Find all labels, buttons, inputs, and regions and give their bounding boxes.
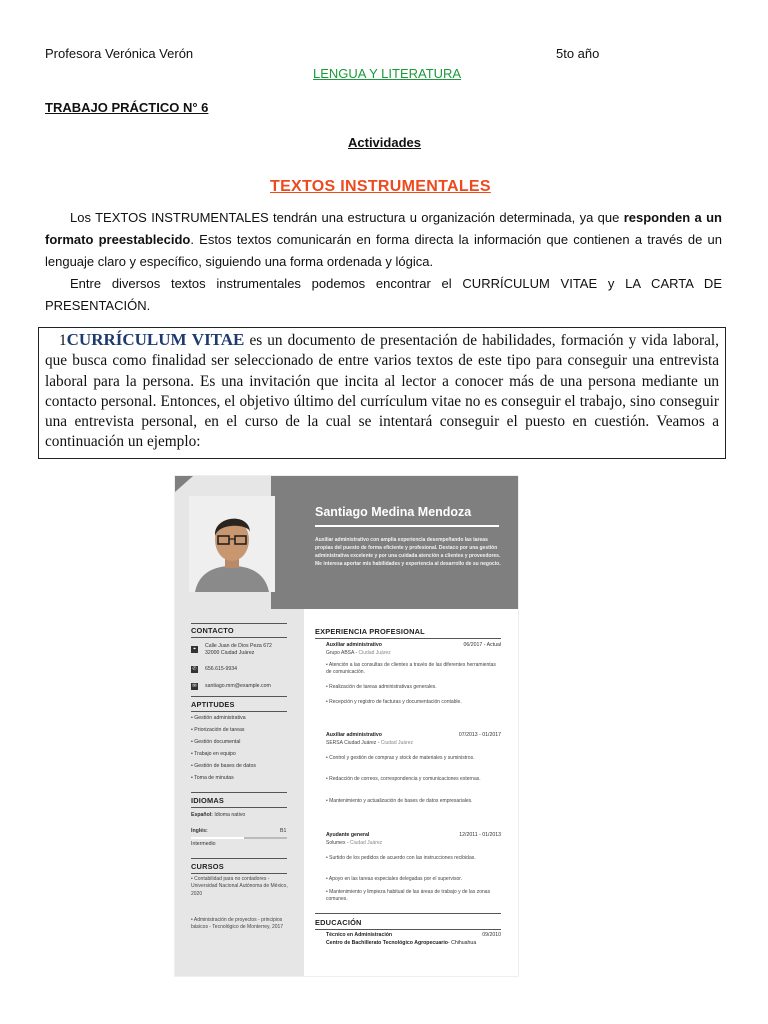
cv-native-language: Español: Idioma nativo xyxy=(191,812,246,818)
cv-job-bullet: • Control y gestión de compras y stock de materiales y suministros. xyxy=(326,755,475,761)
cv-english-level: Intermedio xyxy=(191,841,216,847)
cv-english-level-bar xyxy=(191,837,287,839)
cv-email: santiago.mm@example.com xyxy=(205,683,271,689)
cv-job-bullet: • Atención a las consultas de clientes a través de las diferentes herramientas de comunicación. xyxy=(326,662,496,676)
divider xyxy=(191,623,287,624)
cv-skill-item: • Toma de minutas xyxy=(191,775,234,781)
teacher-name: Profesora Verónica Verón xyxy=(45,46,194,61)
cv-job-bullet: • Apoyo en las tareas especiales delegadas por el supervisor. xyxy=(326,876,463,882)
cv-degree-date: 09/2010 xyxy=(482,932,501,938)
cv-languages-title: IDIOMAS xyxy=(191,796,225,805)
cv-experience-title: EXPERIENCIA PROFESIONAL xyxy=(315,627,425,636)
definition-number: 1 xyxy=(59,332,67,349)
cv-skill-item: • Priorización de tareas xyxy=(191,727,245,733)
divider xyxy=(315,638,501,639)
cv-job-company: SERSA Ciudad Juárez - Ciudad Juárez xyxy=(326,740,414,746)
cv-skills-title: APTITUDES xyxy=(191,700,235,709)
divider xyxy=(191,858,287,859)
cv-job-role: Ayudante general xyxy=(326,832,370,838)
cv-skill-item: • Gestión de bases de datos xyxy=(191,763,256,769)
intro-paragraph-2: Entre diversos textos instrumentales podemos encontrar el CURRÍCULUM VITAE y LA CARTA DE PRESENTACIÓN. xyxy=(45,276,722,313)
cv-contact-title: CONTACTO xyxy=(191,626,234,635)
divider xyxy=(191,792,287,793)
definition-lead: CURRÍCULUM VITAE xyxy=(66,330,245,349)
cv-degree: Técnico en Administración xyxy=(326,932,393,938)
cv-course-item: • Contabilidad para no contadores - Universidad Nacional Autónoma de México, 2020 xyxy=(191,876,288,897)
divider xyxy=(191,696,287,697)
divider xyxy=(315,929,501,930)
definition-text: es un documento de presentación de habilidades, formación y vida laboral, que busca como finalidad ser seleccionado de entre varios textos de este tipo para conseguir una entrevista laboral para la persona. Es una invitación que incita al lector a conocer más de una persona mediante un contacto personal. Entonces, el objetivo último del currículum vitae no es conseguir el trabajo, sino conseguir una entrevista personal, en el curso de la cual se intentará conseguir el puesto en cuestión. Veamos a continuación un ejemplo: xyxy=(45,332,719,451)
cv-summary: Auxiliar administrativo con amplia experiencia desempeñando las tareas propias del puesto de forma eficiente y profesional. Destaco por una gestión administrativa excelente y por una cuidada atención a clientes y proveedores. Me interesa aportar mis habilidades y experiencia al desarrollo de su negocio. xyxy=(315,537,501,567)
cv-address-2: 32000 Ciudad Juárez xyxy=(205,650,255,656)
cv-english-label: Inglés: xyxy=(191,828,208,834)
cv-education-title: EDUCACIÓN xyxy=(315,918,362,927)
divider xyxy=(191,807,287,808)
cv-example xyxy=(175,476,518,976)
divider xyxy=(315,913,501,914)
intro-paragraph-1 xyxy=(45,207,722,273)
location-icon: ⌖ xyxy=(191,646,198,653)
phone-icon: ✆ xyxy=(192,666,197,672)
intro-p1-end: . Estos textos comunicarán en forma directa la información que contienen a través de un lenguaje claro y específico, siguiendo una forma ordenada y lógica. xyxy=(45,232,722,269)
cv-course-item: • Administración de proyectos - principios básicos - Tecnológico de Monterrey, 2017 xyxy=(191,917,284,931)
divider xyxy=(191,711,287,712)
cv-skill-item: • Trabajo en equipo xyxy=(191,751,236,757)
cv-name-rule xyxy=(315,525,499,527)
grade-label: 5to año xyxy=(556,46,600,61)
section-title: TEXTOS INSTRUMENTALES xyxy=(270,178,491,195)
divider xyxy=(191,873,287,874)
intro-p1-start: Los TEXTOS INSTRUMENTALES tendrán una estructura u organización determinada, ya que xyxy=(70,210,624,225)
cv-job-bullet: • Recepción y registro de facturas y documentación contable. xyxy=(326,699,462,705)
cv-job-dates: 06/2017 - Actual xyxy=(463,642,501,648)
cv-courses-title: CURSOS xyxy=(191,862,224,871)
person-portrait-icon xyxy=(189,496,275,592)
divider xyxy=(191,637,287,638)
assignment-title: TRABAJO PRÁCTICO N° 6 xyxy=(45,100,209,115)
cv-job-role: Auxiliar administrativo xyxy=(326,642,382,648)
activities-heading: Actividades xyxy=(348,135,421,150)
cv-job-role: Auxiliar administrativo xyxy=(326,732,382,738)
cv-job-bullet: • Mantenimiento y limpieza habitual de las áreas de trabajo y de las zonas comunes. xyxy=(326,889,491,903)
email-icon: ✉ xyxy=(192,683,197,689)
cv-english-code: B1 xyxy=(280,828,287,834)
subject-title: LENGUA Y LITERATURA xyxy=(313,66,462,81)
cv-address-1: Calle Juan de Dios Peza 672 xyxy=(205,643,272,649)
intro-text xyxy=(45,207,722,317)
cv-phone: 656.615-9934 xyxy=(205,666,238,672)
cv-skill-item: • Gestión documental xyxy=(191,739,241,745)
cv-job-company: Grupo ABSA - Ciudad Juárez xyxy=(326,650,391,656)
cv-name: Santiago Medina Mendoza xyxy=(315,505,472,519)
cv-job-bullet: • Redacción de correos, correspondencia y comunicaciones externas. xyxy=(326,776,481,782)
cv-job-dates: 12/2011 - 01/2013 xyxy=(459,832,501,838)
cv-photo xyxy=(189,496,275,592)
cv-job-company: Solumex - Ciudad Juárez xyxy=(326,840,383,846)
cv-job-bullet: • Mantenimiento y actualización de bases de datos empresariales. xyxy=(326,798,473,804)
cv-skill-item: • Gestión administrativa xyxy=(191,715,246,721)
intro-p1-bold: responden a un formato preestablecido xyxy=(45,210,722,247)
cv-school: Centro de Bachillerato Tecnológico Agropecuario- Chihuahua xyxy=(326,940,477,946)
cv-job-dates: 07/2013 - 01/2017 xyxy=(458,732,501,738)
cv-job-bullet: • Realización de tareas administrativas generales. xyxy=(326,684,437,690)
definition-box xyxy=(38,327,726,459)
cv-job-bullet: • Surtido de los pedidos de acuerdo con las instrucciones recibidas. xyxy=(326,855,476,861)
